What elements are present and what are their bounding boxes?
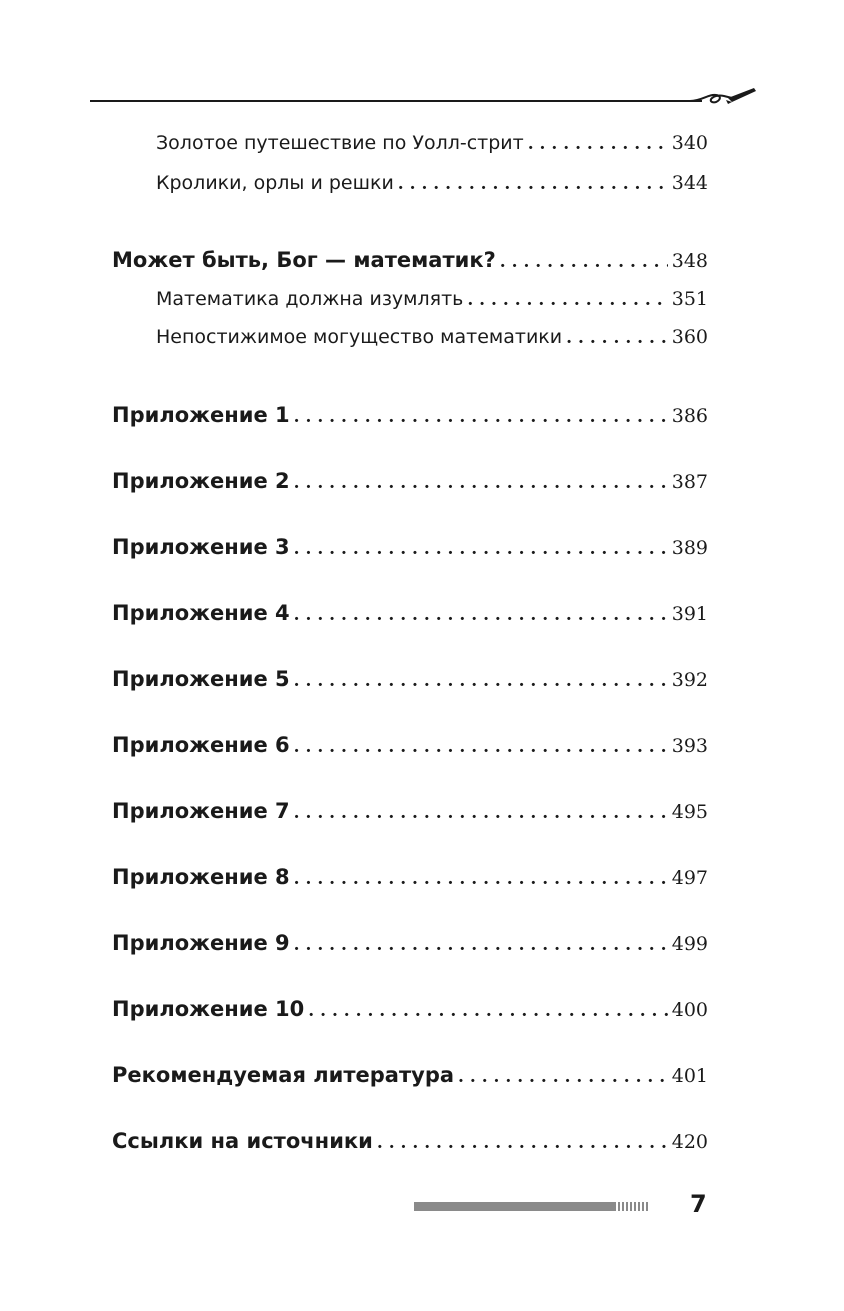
- toc-entry-10: [112, 733, 708, 757]
- toc-page-number: 344: [671, 172, 708, 194]
- toc-title: Может быть, Бог — математик?: [112, 248, 496, 272]
- toc-entry-7: [112, 535, 708, 559]
- toc-leader-dots: [294, 605, 668, 625]
- toc-leader-dots: [377, 1133, 668, 1153]
- toc-page-number: 400: [671, 999, 708, 1021]
- toc-entry-6: [112, 469, 708, 493]
- toc-title: Непостижимое могущество математики: [156, 326, 563, 348]
- toc-leader-dots: [294, 671, 668, 691]
- toc-title: Кролики, орлы и решки: [156, 172, 394, 194]
- toc-page-number: 393: [671, 735, 708, 757]
- footer-bar-solid: [414, 1202, 614, 1211]
- toc-entry-14: [112, 997, 708, 1021]
- pen-icon: [688, 82, 758, 112]
- toc-title: Приложение 2: [112, 469, 290, 493]
- toc-page-number: 499: [671, 933, 708, 955]
- toc-page-number: 389: [671, 537, 708, 559]
- toc-page-number: 387: [671, 471, 708, 493]
- toc-entry-1: [156, 172, 708, 194]
- toc-title: Приложение 8: [112, 865, 290, 889]
- toc-leader-dots: [467, 290, 667, 310]
- page-number: 7: [690, 1190, 707, 1218]
- toc-title: Приложение 4: [112, 601, 290, 625]
- toc-title: Приложение 10: [112, 997, 305, 1021]
- toc-leader-dots: [294, 737, 668, 757]
- toc-leader-dots: [458, 1067, 668, 1087]
- toc-leader-dots: [294, 869, 668, 889]
- toc-title: Золотое путешествие по Уолл-стрит: [156, 132, 524, 154]
- toc-title: Приложение 9: [112, 931, 290, 955]
- toc-leader-dots: [294, 539, 668, 559]
- toc-entry-11: [112, 799, 708, 823]
- toc-page-number: 348: [671, 250, 708, 272]
- toc-entry-16: [112, 1129, 708, 1153]
- toc-page-number: 401: [671, 1065, 708, 1087]
- toc-entry-2: [112, 248, 708, 272]
- toc-entry-0: [156, 132, 708, 154]
- toc-title: Приложение 7: [112, 799, 290, 823]
- toc-leader-dots: [294, 473, 668, 493]
- toc-entry-9: [112, 667, 708, 691]
- toc-leader-dots: [294, 935, 668, 955]
- toc-page-number: 351: [671, 288, 708, 310]
- toc-title: Приложение 6: [112, 733, 290, 757]
- toc-title: Приложение 1: [112, 403, 290, 427]
- toc-page-number: 340: [671, 132, 708, 154]
- toc-entry-13: [112, 931, 708, 955]
- toc-leader-dots: [500, 252, 668, 272]
- toc-title: Рекомендуемая литература: [112, 1063, 455, 1087]
- toc-title: Приложение 3: [112, 535, 290, 559]
- toc-leader-dots: [566, 328, 668, 348]
- toc-page-number: 360: [671, 326, 708, 348]
- toc-leader-dots: [294, 407, 668, 427]
- toc-entry-15: [112, 1063, 708, 1087]
- toc-entry-12: [112, 865, 708, 889]
- toc-entry-3: [156, 288, 708, 310]
- toc-page-number: 495: [671, 801, 708, 823]
- toc-entry-4: [156, 326, 708, 348]
- footer-bar-stripes: [614, 1202, 650, 1211]
- toc-page-number: 391: [671, 603, 708, 625]
- toc-title: Приложение 5: [112, 667, 290, 691]
- toc-entry-8: [112, 601, 708, 625]
- toc-page-number: 497: [671, 867, 708, 889]
- toc-title: Ссылки на источники: [112, 1129, 373, 1153]
- toc-page-number: 420: [671, 1131, 708, 1153]
- toc-leader-dots: [308, 1001, 667, 1021]
- toc-leader-dots: [294, 803, 668, 823]
- header-rule: [90, 100, 702, 102]
- toc-page-number: 386: [671, 405, 708, 427]
- toc-page-number: 392: [671, 669, 708, 691]
- toc-entry-5: [112, 403, 708, 427]
- toc-leader-dots: [528, 134, 668, 154]
- toc-title: Математика должна изумлять: [156, 288, 464, 310]
- footer-decorative-bar: [414, 1202, 650, 1211]
- toc-leader-dots: [398, 174, 668, 194]
